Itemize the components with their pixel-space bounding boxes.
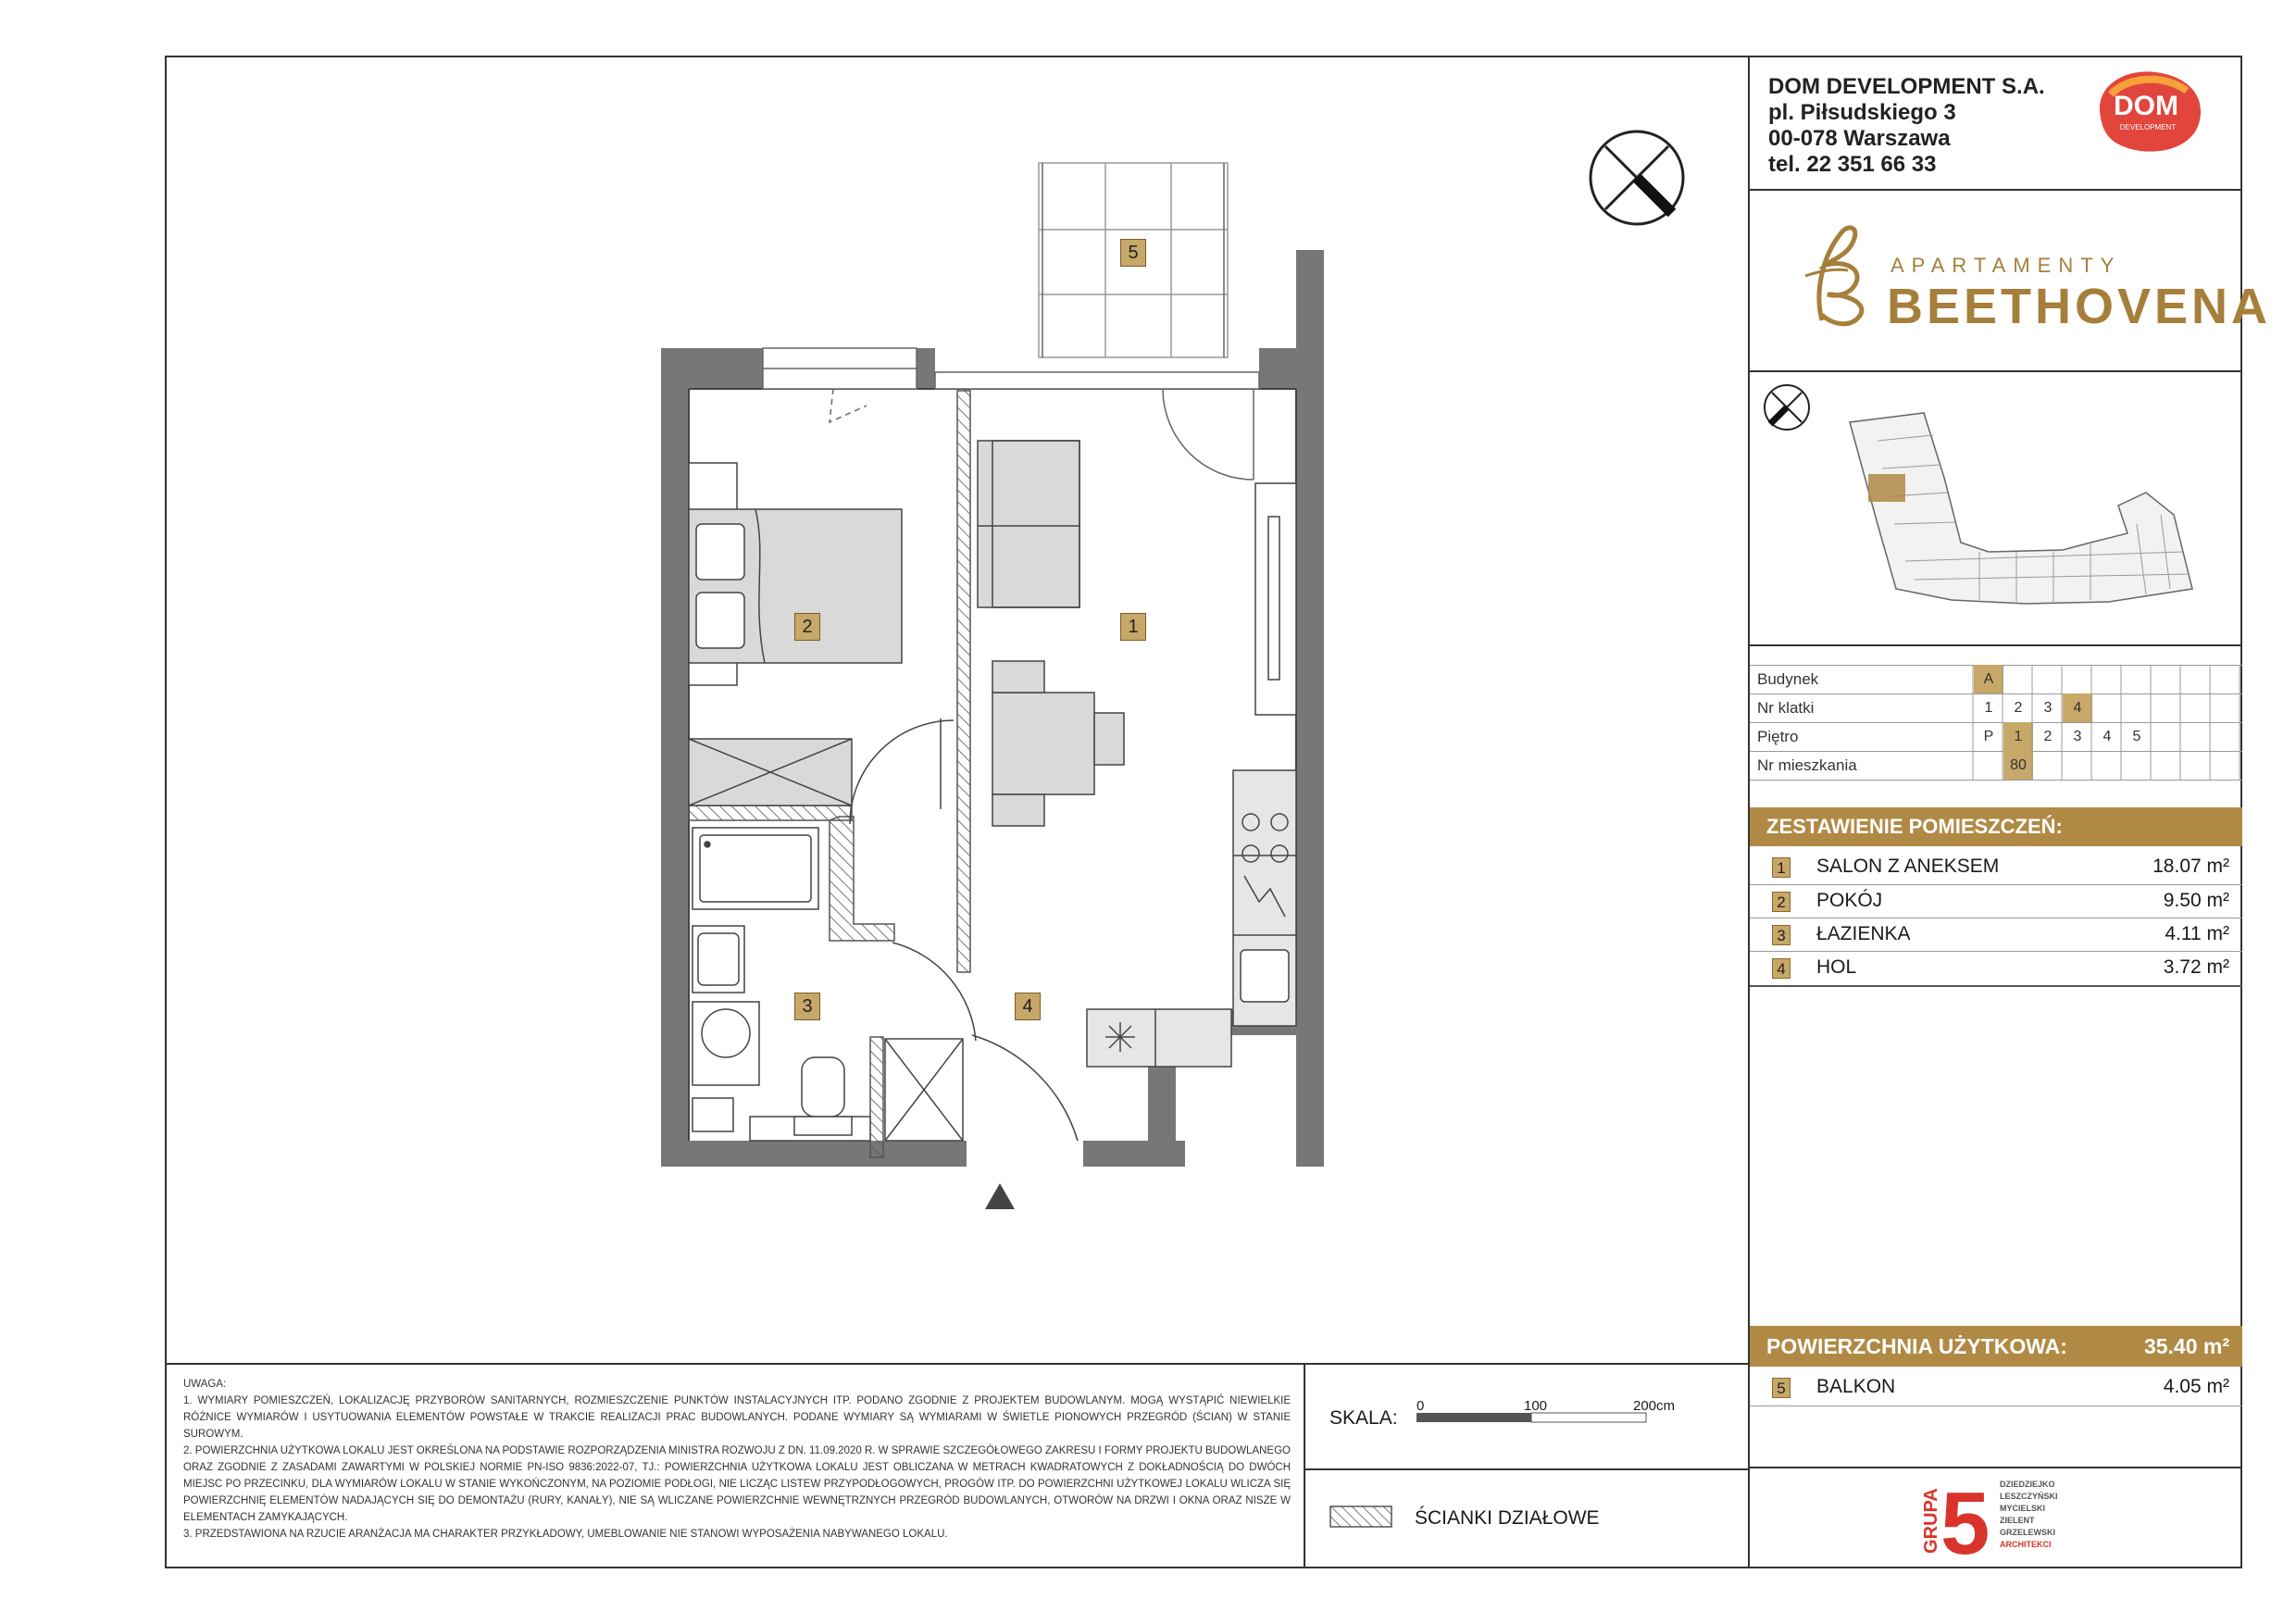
grupa5-line: GRZELEWSKI (2000, 1528, 2055, 1537)
kitchen-counter (1087, 770, 1296, 1067)
divider-balcony (1748, 1467, 2242, 1468)
floor-cell-selected: 1 (2003, 722, 2033, 751)
apartment-label: Nr mieszkania (1757, 756, 1857, 774)
room-name: SALON Z ANEKSEM (1816, 856, 2000, 877)
divider-bottom-left (165, 1363, 1748, 1365)
room-name: HOL (1816, 956, 1857, 978)
floor-cell: 2 (2043, 729, 2053, 744)
balcony-area: 4.05 m² (2163, 1376, 2229, 1397)
floor-cell: 5 (2132, 729, 2141, 744)
divider-notes-scale (1304, 1363, 1305, 1568)
balcony-row (1750, 1370, 2242, 1404)
room-area: 9.50 m² (2163, 890, 2229, 911)
note-item: 3. PRZEDSTAWIONA NA RZUCIE ARANŻACJA MA CHARAKTER PRZYKŁADOWY, UMEBLOWANIE NIE STANOWI WYPOSAŻENIA NABYWANEGO LOKALU. (183, 1529, 948, 1540)
divider-keyplan (1748, 644, 2242, 646)
scale-tick-0: 0 (1416, 1398, 1425, 1414)
balcony-number: 5 (1772, 1378, 1791, 1398)
partition-legend-swatch (1329, 1505, 1394, 1530)
grupa5-line: DZIEDZIEJKO (2000, 1480, 2055, 1489)
floor-cell: 4 (2103, 729, 2112, 744)
room-name: ŁAZIENKA (1816, 923, 1911, 944)
divider-brand (1748, 370, 2242, 372)
floor-label: Piętro (1757, 728, 1799, 745)
entrance-arrow-icon (985, 1183, 1015, 1209)
compass-north-icon (1587, 128, 1691, 231)
dom-logo-sub: DEVELOPMENT (2119, 123, 2177, 131)
building-label: Budynek (1757, 670, 1819, 688)
plan-label-bathroom: 3 (794, 993, 820, 1020)
plan-label-living-room: 1 (1120, 613, 1146, 641)
plan-label-balcony: 5 (1120, 239, 1146, 267)
grupa5-vertical: GRUPA (1921, 1488, 1941, 1554)
beethovena-monogram-icon (1794, 219, 1887, 330)
notes-title: UWAGA: (183, 1379, 227, 1390)
grupa5-line: LESZCZYŃSKI (2000, 1492, 2058, 1501)
usable-area-value: 35.40 m² (2143, 1334, 2229, 1358)
room-row (1750, 951, 2242, 984)
project-name-top: APARTAMENTY (1890, 254, 2122, 277)
company-phone: tel. 22 351 66 33 (1768, 152, 1937, 177)
staircase-label: Nr klatki (1757, 699, 1815, 717)
plan-label-hall: 4 (1015, 993, 1041, 1020)
partition-legend-label: ŚCIANKI DZIAŁOWE (1415, 1507, 1600, 1529)
apartment-number: 80 (2003, 751, 2033, 780)
room-area: 18.07 m² (2152, 856, 2229, 877)
room-number: 4 (1772, 958, 1791, 979)
floor-cell: P (1983, 729, 1994, 744)
grupa5-number: 5 (1940, 1478, 1990, 1563)
room-number: 3 (1772, 925, 1791, 945)
grupa5-architects-logo (1920, 1478, 2124, 1563)
rooms-heading: ZESTAWIENIE POMIESZCZEŃ: (1750, 807, 2242, 846)
plan-label-bedroom: 2 (794, 613, 820, 641)
building-key-plan (1841, 404, 2202, 617)
staircase-cell: 3 (2043, 700, 2053, 716)
company-address-city: 00-078 Warszawa (1768, 126, 1951, 151)
room-row (1750, 884, 2242, 918)
usable-area-bar (1750, 1326, 2242, 1367)
project-name-main: BEETHOVENA (1887, 279, 2272, 334)
notes-block (183, 1376, 1291, 1543)
scale-label: SKALA: (1329, 1407, 1398, 1429)
room-row (1750, 918, 2242, 951)
note-item: 2. POWIERZCHNIA UŻYTKOWA LOKALU JEST OKREŚLONA NA PODSTAWIE ROZPORZĄDZENIA MINISTRA ROZWOJU Z DN. 11.09.2020 R. W SPRAWIE SZCZEGÓŁOWEGO ZAKRESU I FORMY PROJEKTU BUDOWLANEGO ORAZ ZGODNIE Z ZASADAMI ZAWARTYMI W POLSKIEJ NORMIE PN-ISO 9836:2022-07, TJ.: POWIERZCHNIA UŻYTKOWA LOKALU JEST OBLICZANA W METRACH KWADRATOWYCH Z DOKŁADNOŚCIĄ DO DWÓCH MIEJSC PO PRZECINKU, DLA WYMIARÓW LOKALU W STANIE WYKOŃCZONYM, NA POZIOMIE PODŁOGI, NIE LICZĄC LISTEW PRZYPODŁOGOWYCH, PROGÓW ITP. DO POWIERZCHNI UŻYTKOWEJ LOKALU WLICZA SIĘ POWIERZCHNIĘ ELEMENTÓW NADAJĄCYCH SIĘ DO DEMONTAŻU (RURY, KANAŁY), NIE SĄ WLICZANE POWIERZCHNIE WEWNĘTRZNYCH PRZEGRÓD BUDOWLANYCH, OTWORÓW NA DRZWI I OKNA ORAZ NISZE W ELEMENTACH ZAMYKAJĄCYCH. (183, 1445, 1291, 1523)
scale-tick-100: 100 (1524, 1398, 1548, 1414)
scale-tick-200: 200cm (1633, 1398, 1676, 1414)
grupa5-line: ZIELENT (2000, 1516, 2035, 1525)
staircase-cell: 2 (2014, 700, 2023, 716)
floor-cell: 3 (2073, 729, 2082, 744)
keyplan-compass-icon (1763, 383, 1815, 435)
company-name: DOM DEVELOPMENT S.A. (1768, 74, 2045, 99)
room-number: 1 (1772, 857, 1791, 878)
floor-plan (648, 157, 1333, 1250)
room-number: 2 (1772, 892, 1791, 912)
staircase-cell: 1 (1984, 700, 1993, 716)
dom-development-logo (2090, 67, 2207, 156)
keyplan-unit-highlight (1868, 474, 1905, 502)
company-block (1768, 74, 2045, 178)
dom-logo-main: DOM (2114, 91, 2178, 121)
room-area: 4.11 m² (2165, 923, 2229, 944)
staircase-cell-selected: 4 (2063, 693, 2092, 722)
bathroom-fixtures (693, 828, 963, 1141)
divider-header (1748, 189, 2242, 191)
building-value: A (1974, 665, 2003, 693)
company-address-street: pl. Piłsudskiego 3 (1768, 100, 1956, 125)
grupa5-line: MYCIELSKI (2000, 1504, 2046, 1513)
room-area: 3.72 m² (2163, 956, 2229, 978)
grupa5-line: ARCHITEKCI (2000, 1540, 2052, 1549)
divider-scale-legend (1304, 1468, 1748, 1470)
note-item: 1. WYMIARY POMIESZCZEŃ, LOKALIZACJĘ PRZYBORÓW SANITARNYCH, ROZMIESZCZENIE PUNKTÓW INSTALACYJNYCH ITP. PODANO ZGODNIE Z PROJEKTEM BUDOWLANYM. MOGĄ WYSTĄPIĆ NIEWIELKIE RÓŻNICE WYMIARÓW I USYTUOWANIA ELEMENTÓW POWSTAŁE W TRAKCIE REALIZACJI PRAC BUDOWLANYCH. PODANE WYMIARY SĄ WYMIARAMI W ŚWIETLE PIONOWYCH PRZEGRÓD (ŚCIAN) W STANIE SUROWYM. (183, 1395, 1291, 1440)
usable-area-label: POWIERZCHNIA UŻYTKOWA: (1766, 1334, 2067, 1358)
window-top (763, 348, 917, 389)
info-grid (1972, 665, 2242, 781)
room-name: POKÓJ (1816, 890, 1883, 911)
room-row (1750, 850, 2242, 883)
balcony-name: BALKON (1816, 1376, 1896, 1397)
